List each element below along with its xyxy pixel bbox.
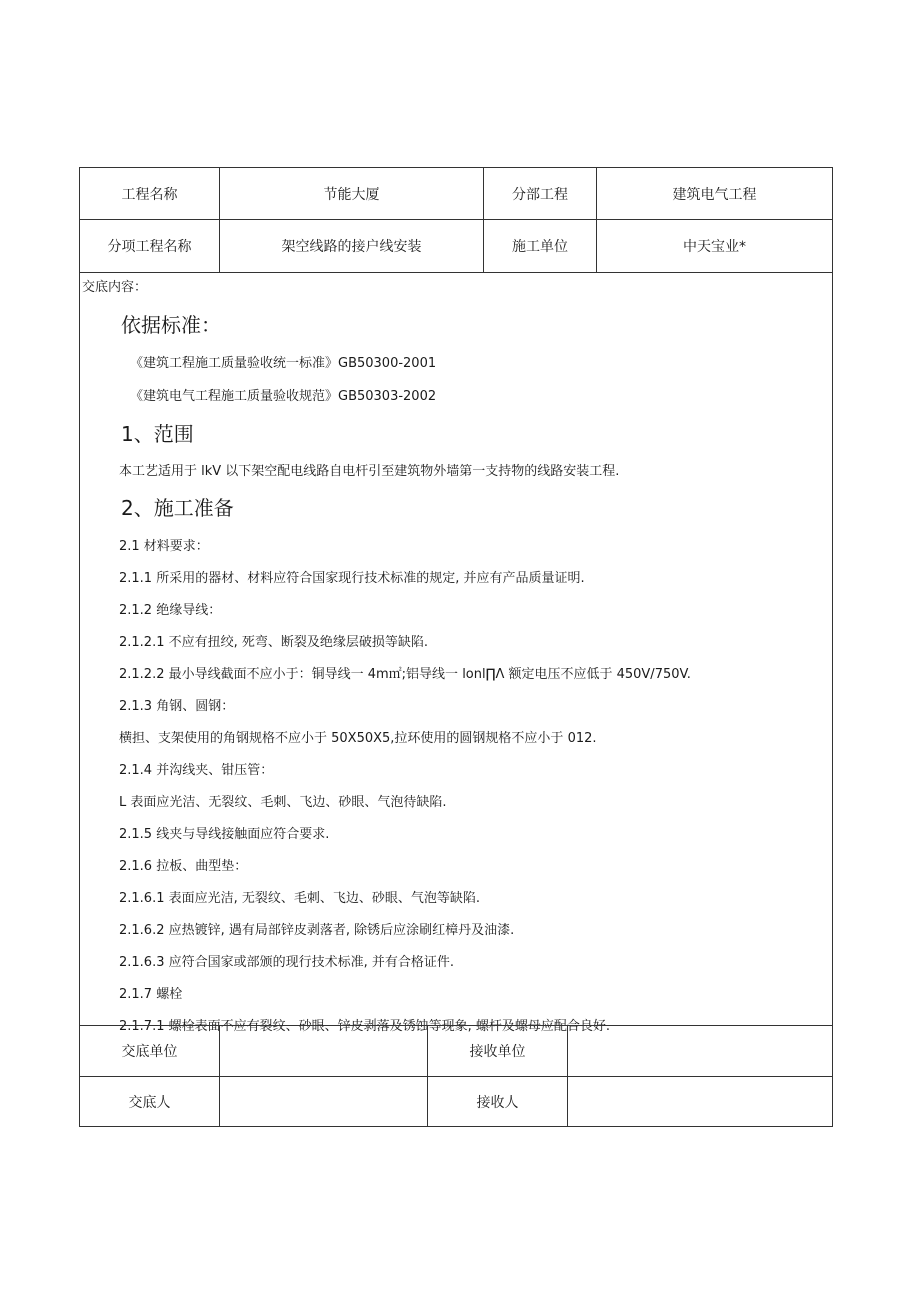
receiver-person-label: 接收人 [476,1094,519,1111]
project-name-label: 工程名称 [121,186,178,203]
content-line: 2.1.5 线夹与导线接触面应符合要求. [119,827,330,842]
issuer-unit-value [220,1026,427,1076]
content-line: 横担、支架使用的角钢规格不应小于 50X50X5,拉环使用的圆钢规格不应小于 012. [119,731,597,746]
content-line: 2.1.1 所采用的器材、材料应符合国家现行技术标准的规定, 并应有产品质量证明. [119,571,585,586]
content-line-clipped: 2.1.7.1 螺栓表面不应有裂纹、砂眼、锌皮剥落及锈蚀等现象, 螺杆及螺母应配合良好. [119,1019,611,1034]
content-line: 2.1 材料要求： [119,539,209,554]
section-1-heading: 1、范围 [121,422,194,446]
content-line: 2.1.6.3 应符合国家或部颁的现行技术标准, 并有合格证件. [119,955,455,970]
content-line: 2.1.7 螺栓 [119,987,183,1002]
standards-heading: 依据标准： [121,313,221,337]
content-line: L 表面应光洁、无裂纹、毛刺、飞边、砂眼、气泡待缺陷. [119,795,447,810]
content-line: 2.1.2 绝缘导线： [119,603,222,618]
content-line: 2.1.6.1 表面应光洁, 无裂纹、毛刺、飞边、砂眼、气泡等缺陷. [119,891,481,906]
content-line: 2.1.3 角钢、圆钢： [119,699,235,714]
disclosure-content [80,273,832,1034]
content-intro-label: 交底内容： [82,280,148,295]
contractor-value: 中天宝业* [683,239,746,255]
issuer-person-label: 交底人 [128,1094,171,1111]
division-value: 建筑电气工程 [672,186,757,203]
issuer-person-value [220,1077,427,1126]
receiver-unit-label: 接收单位 [469,1044,526,1060]
subitem-name-label: 分项工程名称 [107,239,192,255]
standard-item: 《建筑电气工程施工质量验收规范》GB50303-2002 [130,389,437,404]
content-line: 2.1.4 并沟线夹、钳压管： [119,763,274,778]
disclosure-table [79,167,833,1127]
issuer-unit-label: 交底单位 [121,1044,178,1060]
content-line: 2.1.2.2 最小导线截面不应小于：铜导线一 4m㎡;铝导线一 lonl∏Λ 额定电压不应低于 450V/750V. [119,667,691,682]
contractor-label: 施工单位 [512,239,568,255]
section-2-heading: 2、施工准备 [121,496,234,520]
section-1-text: 本工艺适用于 lkV 以下架空配电线路自电杆引至建筑物外墙第一支持物的线路安装工程. [119,464,620,479]
content-line: 2.1.2.1 不应有扭绞, 死弯、断裂及绝缘层破损等缺陷. [119,635,429,650]
receiver-unit-value [568,1026,832,1076]
standard-item: 《建筑工程施工质量验收统一标准》GB50300-2001 [130,356,437,371]
receiver-person-value [568,1077,832,1126]
content-line: 2.1.6 拉板、曲型垫： [119,859,248,874]
division-label: 分部工程 [512,186,568,203]
content-line: 2.1.6.2 应热镀锌, 遇有局部锌皮剥落者, 除锈后应涂刷红樟丹及油漆. [119,923,515,938]
project-name-value: 节能大厦 [323,186,380,203]
subitem-name-value: 架空线路的接户线安装 [281,239,422,255]
